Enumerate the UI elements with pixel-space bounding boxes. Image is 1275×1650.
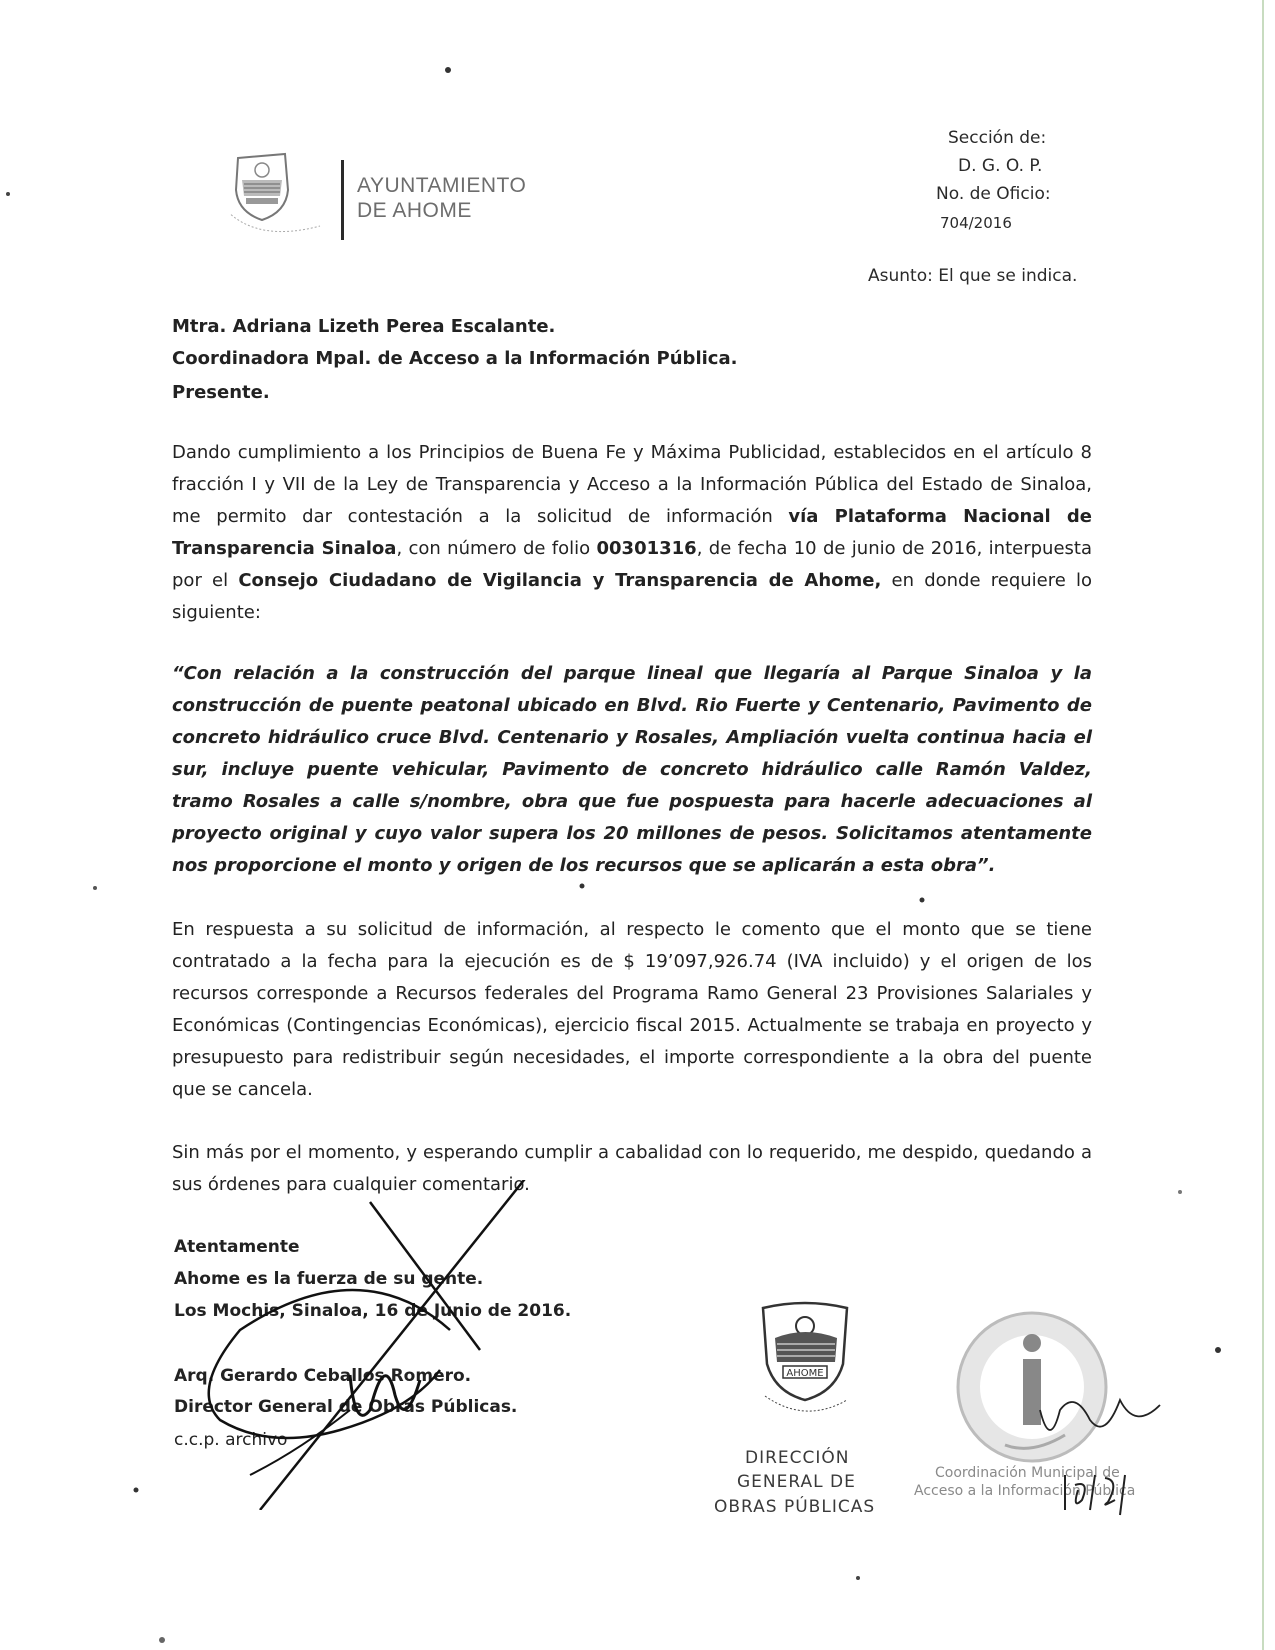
page-edge [1262, 0, 1264, 1650]
intro-text-g: en donde requiere lo siguiente: [172, 570, 1093, 623]
coordinacion-seal [945, 1305, 1120, 1480]
asunto: Asunto: El que se indica. [868, 266, 1078, 286]
oficio-value: 704/2016 [940, 214, 1012, 232]
intro-folio: 00301316 [596, 538, 697, 559]
seccion-value: D. G. O. P. [958, 156, 1043, 176]
signer-name: Arq. Gerardo Ceballos Romero. [174, 1366, 472, 1386]
coord-stamp-line2: Acceso a la Información Pública [914, 1483, 1136, 1499]
paragraph-quote: “Con relación a la construcción del parque lineal que llegaría al Parque Sinaloa y la construcción de puente peatonal ubicado en Blvd. Rio Fuerte y Centenario, Pavimento de concreto hidráulico cruce Blvd. Centenario y Rosales, Ampliación vuelta continua hacia el sur, incluye puente vehicular, Pavimento de concreto hidráulico calle Ramón Valdez, tramo Rosales a calle s/nombre, obra que fue pospuesta para hacerle adecuaciones al proyecto original y cuyo valor supera los 20 millones de pesos. Solicitamos atentamente nos proporcione el monto y origen de los recursos que se aplicarán a esta obra”. [172, 663, 1092, 876]
intro-platform: vía Plataforma Nacional de Transparencia Sinaloa [172, 506, 1092, 559]
intro-text-c: , con número de folio [396, 538, 597, 559]
closing-lema: Ahome es la fuerza de su gente. [174, 1269, 484, 1289]
dgop-stamp-line2: GENERAL DE [737, 1472, 856, 1492]
closing-place-date: Los Mochis, Sinaloa, 16 de Junio de 2016. [174, 1301, 572, 1321]
recipient-presente: Presente. [172, 382, 270, 403]
paragraph-farewell: Sin más por el momento, y esperando cumplir a cabalidad con lo requerido, me despido, quedando a sus órdenes para cualquier comentario. [172, 1142, 1092, 1195]
dgop-stamp-line1: DIRECCIÓN [745, 1448, 850, 1468]
intro-text-e: , de fecha 10 de junio de 2016, interpuesta por el [172, 538, 1092, 591]
ccp-archivo: c.c.p. archivo [174, 1430, 288, 1450]
oficio-label: No. de Oficio: [936, 184, 1051, 204]
seccion-label: Sección de: [948, 128, 1047, 148]
handwritten-signature [180, 1180, 600, 1510]
closing-atentamente: Atentamente [174, 1237, 300, 1257]
dgop-stamp-line3: OBRAS PÚBLICAS [714, 1497, 876, 1517]
dgop-seal [755, 1300, 855, 1430]
recipient-title: Coordinadora Mpal. de Acceso a la Información Pública. [172, 348, 738, 369]
seal-ahome-text: AHOME [786, 1368, 824, 1379]
paragraph-response: En respuesta a su solicitud de información, al respecto le comento que el monto que se tiene contratado a la fecha para la ejecución es de $ 19’097,926.74 (IVA incluido) y el origen de los recursos corresponde a Recursos federales del Programa Ramo General 23 Provisiones Salariales y Económicas (Contingencias Económicas), ejercicio fiscal 2015. Actualmente se trabaja en proyecto y presupuesto para redistribuir según necesidades, el importe correspondiente a la obra del puente que se cancela. [172, 919, 1092, 1100]
paragraph-intro [172, 437, 1092, 629]
ayuntamiento-logo [230, 150, 330, 240]
org-name-line1: AYUNTAMIENTO [357, 174, 527, 197]
intro-text-a: Dando cumplimiento a los Principios de Buena Fe y Máxima Publicidad, establecidos en el artículo 8 fracción I y VII de la Ley de Transparencia y Acceso a la Información Pública del Estado de Sinaloa, me permito dar contestación a la solicitud de información [172, 442, 1092, 527]
recipient-name: Mtra. Adriana Lizeth Perea Escalante. [172, 316, 556, 337]
coord-stamp-line1: Coordinación Municipal de [935, 1465, 1120, 1481]
signer-title: Director General de Obras Públicas. [174, 1397, 518, 1417]
org-name-line2: DE AHOME [357, 199, 472, 222]
intro-consejo: Consejo Ciudadano de Vigilancia y Transparencia de Ahome, [238, 570, 882, 591]
brand-divider [341, 160, 344, 240]
